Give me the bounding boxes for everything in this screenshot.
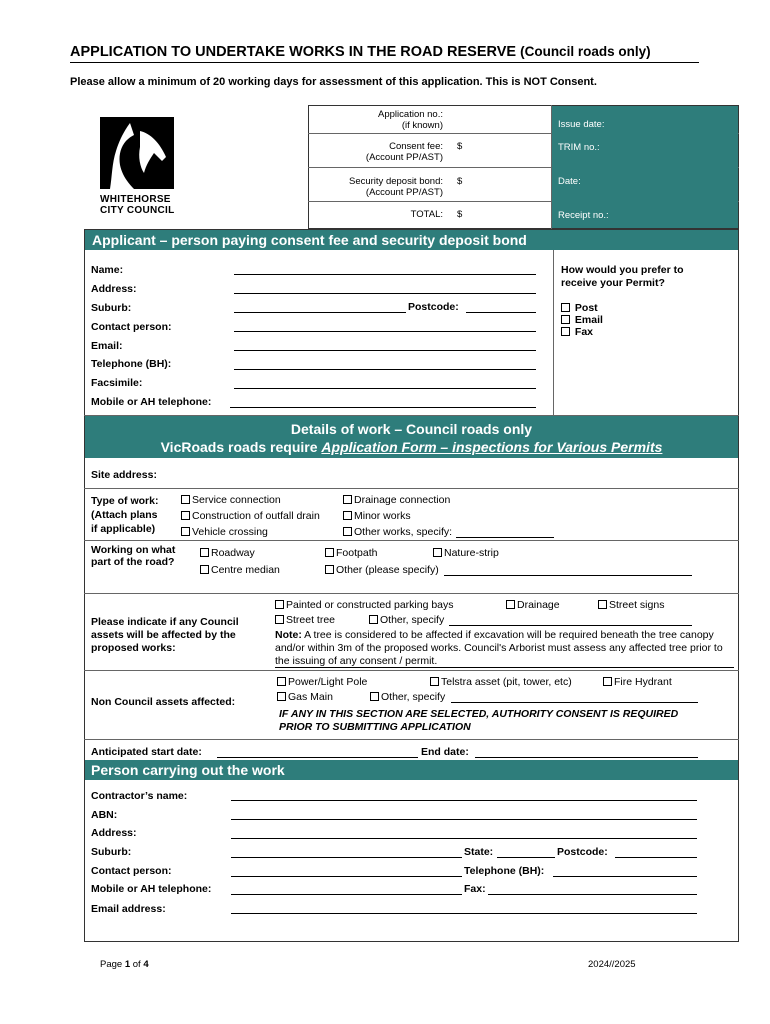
fax-checkbox[interactable] <box>561 327 570 336</box>
type-of-work-label: Type of work: (Attach plans if applicable) <box>91 495 159 535</box>
applicant-fax-label: Facsimile: <box>91 377 143 389</box>
drainage-connection-option[interactable]: Drainage connection <box>343 494 450 506</box>
title-underline <box>70 62 699 63</box>
contractor-telephone-label: Telephone (BH): <box>464 865 545 877</box>
council-assets-question: Please indicate if any Council assets will be affected by the proposed works: <box>91 616 239 654</box>
contractor-contact-label: Contact person: <box>91 865 172 877</box>
version-year: 2024//2025 <box>588 959 636 970</box>
page-number: Page 1 of 4 <box>100 959 149 970</box>
other-works-input[interactable] <box>456 537 554 538</box>
contractor-abn-label: ABN: <box>91 809 118 821</box>
tree-note: Note: A tree is considered to be affected if excavation will be required beneath the tree canopy and/or within 3m of the proposed works. Council's Arborist must assess any affected tree prior to the issuing of any consent / permit. <box>275 629 723 667</box>
street-signs-option[interactable]: Street signs <box>598 599 664 611</box>
applicant-mobile-input[interactable] <box>230 407 536 408</box>
applicant-mobile-label: Mobile or AH telephone: <box>91 396 212 408</box>
contractor-header: Person carrying out the work <box>85 760 738 780</box>
contractor-postcode-input[interactable] <box>615 857 697 858</box>
bond-dollar: $ <box>457 176 463 187</box>
nature-strip-option[interactable]: Nature-strip <box>433 547 499 559</box>
start-date-label: Anticipated start date: <box>91 746 202 758</box>
option-post[interactable]: Post <box>561 302 598 314</box>
contractor-email-input[interactable] <box>231 913 697 914</box>
date-label: Date: <box>558 176 581 187</box>
applicant-postcode-input[interactable] <box>466 312 536 313</box>
contractor-mobile-input[interactable] <box>231 894 462 895</box>
contractor-postcode-label: Postcode: <box>557 846 608 858</box>
other-asset-input[interactable] <box>449 625 692 626</box>
contractor-address-input[interactable] <box>231 838 697 839</box>
contractor-mobile-label: Mobile or AH telephone: <box>91 883 212 895</box>
gas-main-option[interactable]: Gas Main <box>277 691 333 703</box>
applicant-suburb-input[interactable] <box>234 312 406 313</box>
applicant-fax-input[interactable] <box>234 388 536 389</box>
roadway-option[interactable]: Roadway <box>200 547 255 559</box>
applicant-email-label: Email: <box>91 340 123 352</box>
authority-consent-warning: IF ANY IN THIS SECTION ARE SELECTED, AUTHORITY CONSENT IS REQUIRED PRIOR TO SUBMITTING APPLICATION <box>279 708 679 733</box>
power-pole-option[interactable]: Power/Light Pole <box>277 676 367 688</box>
contractor-telephone-input[interactable] <box>553 876 697 877</box>
contractor-state-input[interactable] <box>497 857 555 858</box>
contractor-email-label: Email address: <box>91 903 166 915</box>
applicant-contact-label: Contact person: <box>91 321 172 333</box>
applicant-address-input[interactable] <box>234 293 536 294</box>
contractor-fax-label: Fax: <box>464 883 486 895</box>
horse-logo-icon <box>100 117 174 189</box>
issue-date-label: Issue date: <box>558 119 605 130</box>
vehicle-crossing-option[interactable]: Vehicle crossing <box>181 526 268 538</box>
contractor-name-label: Contractor’s name: <box>91 790 188 802</box>
consent-fee-label: Consent fee: (Account PP/AST) <box>365 141 443 163</box>
contractor-address-label: Address: <box>91 827 137 839</box>
other-road-option[interactable]: Other (please specify) <box>325 564 439 576</box>
contractor-fax-input[interactable] <box>488 894 697 895</box>
receipt-label: Receipt no.: <box>558 210 609 221</box>
contractor-abn-input[interactable] <box>231 819 697 820</box>
contractor-suburb-label: Suburb: <box>91 846 132 858</box>
applicant-suburb-label: Suburb: <box>91 302 132 314</box>
contractor-name-input[interactable] <box>231 800 697 801</box>
non-council-assets-label: Non Council assets affected: <box>91 696 236 708</box>
applicant-address-label: Address: <box>91 283 137 295</box>
drainage-option[interactable]: Drainage <box>506 599 560 611</box>
details-header: Details of work – Council roads only VicRoads roads require Application Form – inspections for Various Permits <box>85 416 738 458</box>
minor-works-option[interactable]: Minor works <box>343 510 411 522</box>
end-date-input[interactable] <box>475 757 698 758</box>
site-address-label: Site address: <box>91 469 157 481</box>
subtitle: Please allow a minimum of 20 working days for assessment of this application. This is NOT Consent. <box>70 76 597 88</box>
option-fax[interactable]: Fax <box>561 326 593 338</box>
contractor-state-label: State: <box>464 846 494 858</box>
end-date-label: End date: <box>421 746 469 758</box>
contractor-contact-input[interactable] <box>231 876 462 877</box>
vicroads-form-link[interactable]: Application Form – inspections for Various Permits <box>321 439 663 455</box>
bond-label: Security deposit bond: (Account PP/AST) <box>348 176 443 198</box>
consent-fee-dollar: $ <box>457 141 463 152</box>
app-no-label: Application no.: (if known) <box>378 109 443 131</box>
trim-label: TRIM no.: <box>558 142 600 153</box>
telstra-asset-option[interactable]: Telstra asset (pit, tower, etc) <box>430 676 572 688</box>
other-non-council-input[interactable] <box>451 702 698 703</box>
service-connection-option[interactable]: Service connection <box>181 494 281 506</box>
start-date-input[interactable] <box>217 757 418 758</box>
other-road-input[interactable] <box>444 575 692 576</box>
applicant-name-input[interactable] <box>234 274 536 275</box>
other-asset-option[interactable]: Other, specify <box>369 614 444 626</box>
applicant-postcode-label: Postcode: <box>408 301 459 313</box>
total-label: TOTAL: <box>410 209 443 220</box>
applicant-header: Applicant – person paying consent fee and security deposit bond <box>85 230 738 250</box>
fire-hydrant-option[interactable]: Fire Hydrant <box>603 676 672 688</box>
road-part-label: Working on what part of the road? <box>91 544 176 568</box>
other-works-option[interactable]: Other works, specify: <box>343 526 452 538</box>
applicant-telephone-label: Telephone (BH): <box>91 358 172 370</box>
post-checkbox[interactable] <box>561 303 570 312</box>
outfall-drain-option[interactable]: Construction of outfall drain <box>181 510 320 522</box>
applicant-telephone-input[interactable] <box>234 369 536 370</box>
centre-median-option[interactable]: Centre median <box>200 564 280 576</box>
footpath-option[interactable]: Footpath <box>325 547 377 559</box>
applicant-email-input[interactable] <box>234 350 536 351</box>
option-email[interactable]: Email <box>561 314 603 326</box>
contractor-suburb-input[interactable] <box>231 857 462 858</box>
page-title: APPLICATION TO UNDERTAKE WORKS IN THE ROAD RESERVE (Council roads only) <box>70 44 651 60</box>
parking-bays-option[interactable]: Painted or constructed parking bays <box>275 599 454 611</box>
form-body <box>84 229 739 942</box>
other-non-council-option[interactable]: Other, specify <box>370 691 445 703</box>
total-dollar: $ <box>457 209 463 220</box>
applicant-name-label: Name: <box>91 264 124 276</box>
applicant-contact-input[interactable] <box>234 331 536 332</box>
permit-preference-question: How would you prefer to receive your Permit? <box>561 264 684 289</box>
street-tree-option[interactable]: Street tree <box>275 614 335 626</box>
council-name: WHITEHORSE CITY COUNCIL <box>100 194 175 216</box>
email-checkbox[interactable] <box>561 315 570 324</box>
